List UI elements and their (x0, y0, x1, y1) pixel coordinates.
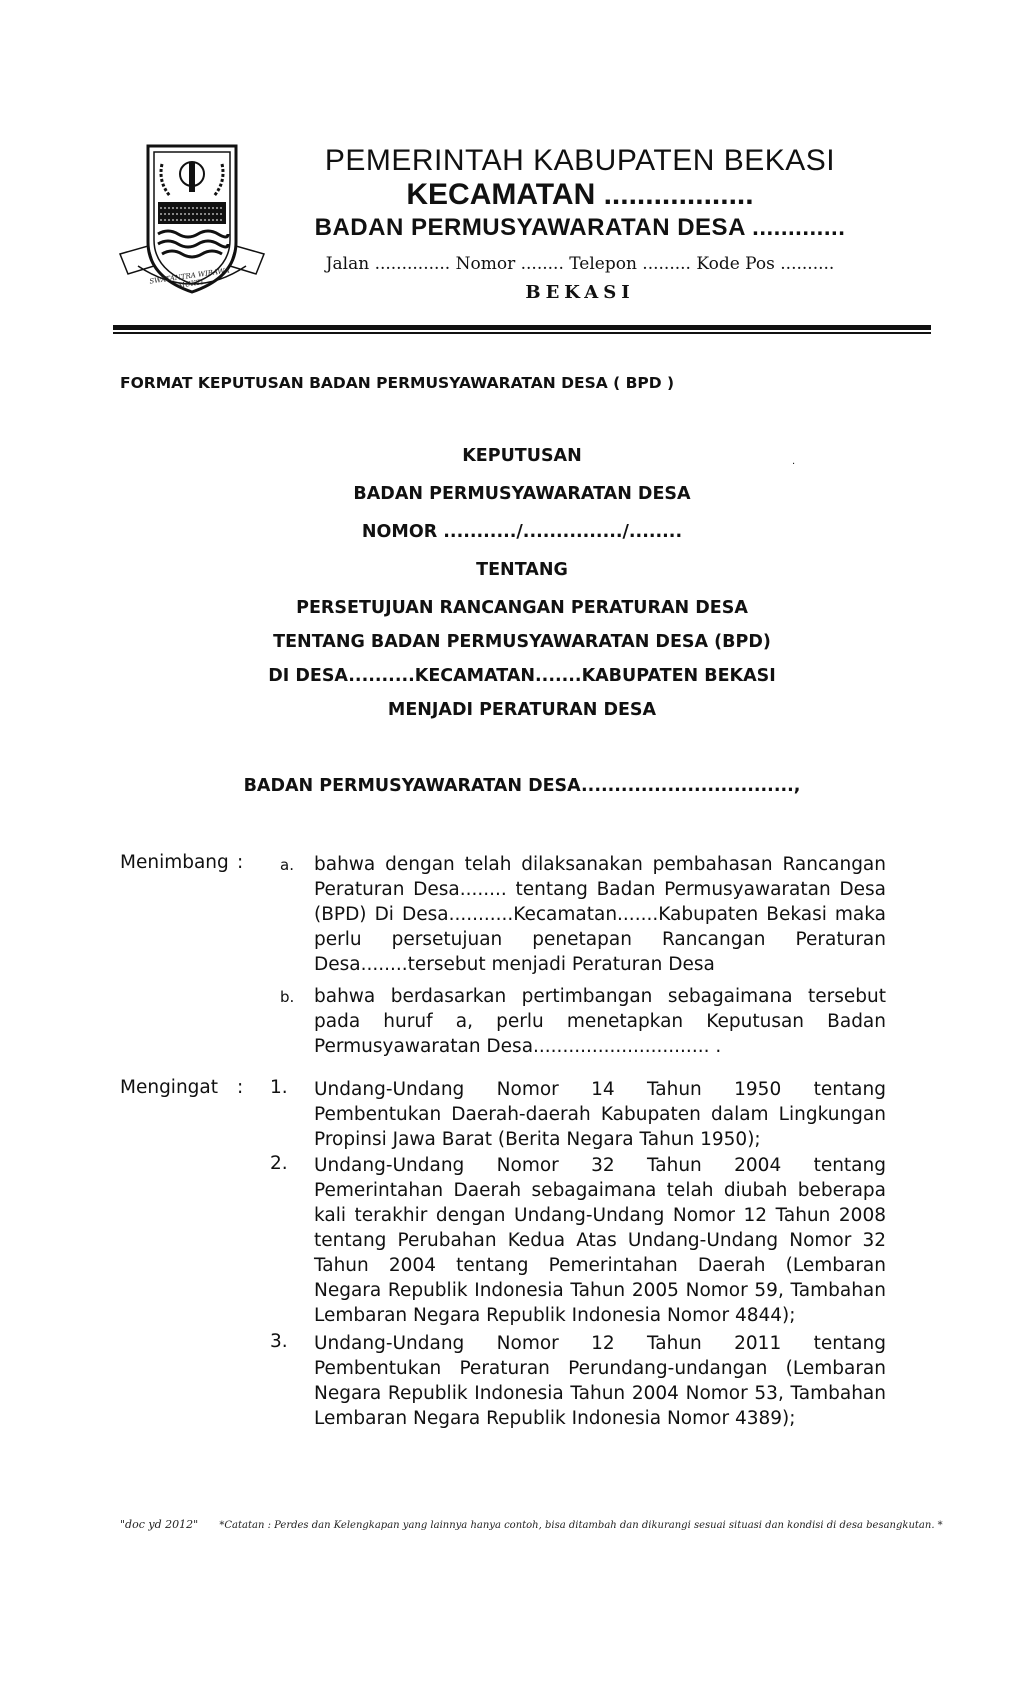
heading-body-name: BADAN PERMUSYAWARATAN DESA (353, 484, 691, 504)
heading-title-line: DI DESA..........KECAMATAN.......KABUPATEN BEKASI (268, 666, 776, 686)
letterhead-city: BEKASI (525, 282, 635, 303)
letterhead-divider-thick (113, 325, 931, 330)
item-text: Undang-Undang Nomor 32 Tahun 2004 tentang Pemerintahan Daerah sebagaimana telah diubah beberapa kali terakhir dengan Undang-Undang Nomor 12 Tahun 2008 tentang Perubahan Kedua Atas Undang-Undang Nomor 32 Tahun 2004 tentang Pemerintahan Daerah (Lembaran Negara Republik Indonesia Tahun 2005 Nomor 59, Tambahan Lembaran Negara Republik Indonesia Nomor 4844); (314, 1155, 886, 1326)
item-marker: 3. (270, 1331, 288, 1352)
heading-tentang: TENTANG (476, 560, 568, 580)
stray-dot: . (792, 456, 796, 467)
format-title: FORMAT KEPUTUSAN BADAN PERMUSYAWARATAN DESA ( BPD ) (120, 374, 675, 392)
mengingat-label: Mengingat (120, 1077, 219, 1098)
footer-disclaimer: *Catatan : Perdes dan Kelengkapan yang lainnya hanya contoh, bisa ditambah dan dikurangi sesuai situasi dan kondisi di desa besangkutan. * (219, 1520, 943, 1531)
menimbang-item (270, 852, 886, 977)
letterhead-kecamatan: KECAMATAN .................. (406, 178, 754, 211)
heading-issuer: BADAN PERMUSYAWARATAN DESA................................, (243, 776, 801, 796)
item-text: Undang-Undang Nomor 14 Tahun 1950 tentang Pembentukan Daerah-daerah Kabupaten dalam Lingkungan Propinsi Jawa Barat (Berita Negara Tahun 1950); (314, 1079, 886, 1150)
heading-title-line: TENTANG BADAN PERMUSYAWARATAN DESA (BPD) (273, 632, 771, 652)
menimbang-colon: : (237, 852, 244, 873)
heading-nomor: NOMOR .........../.............../........ (361, 522, 683, 542)
footer-note (120, 1518, 943, 1531)
mengingat-colon: : (237, 1077, 244, 1098)
heading-keputusan: KEPUTUSAN (462, 446, 582, 466)
item-marker: b. (280, 988, 295, 1006)
item-text: bahwa dengan telah dilaksanakan pembahasan Rancangan Peraturan Desa........ tentang Badan Permusyawaratan Desa (BPD) Di Desa...........Kecamatan.......Kabupaten Bekasi maka perlu persetujuan penetapan Rancangan Peraturan Desa........tersebut menjadi Peraturan Desa (314, 854, 886, 975)
letterhead-bpd: BADAN PERMUSYAWARATAN DESA ............. (314, 214, 846, 241)
item-text: bahwa berdasarkan pertimbangan sebagaimana tersebut pada huruf a, perlu menetapkan Keputusan Badan Permusyawaratan Desa.............................. . (314, 986, 886, 1057)
heading-title-line: PERSETUJUAN RANCANGAN PERATURAN DESA (296, 598, 748, 618)
mengingat-item (270, 1153, 886, 1328)
menimbang-item (270, 984, 886, 1059)
item-marker: 1. (270, 1077, 288, 1098)
heading-title-line: MENJADI PERATURAN DESA (387, 700, 657, 720)
footer-doc-tag: "doc yd 2012" (120, 1518, 199, 1531)
menimbang-label: Menimbang (120, 852, 229, 873)
letterhead-address: Jalan .............. Nomor ........ Telepon ......... Kode Pos .......... (325, 254, 835, 274)
crest-motto: SWATANTRA WIBAWA MUKTI (148, 266, 230, 290)
letterhead-divider-thin (113, 332, 931, 334)
item-text: Undang-Undang Nomor 12 Tahun 2011 tentang Pembentukan Peraturan Perundang-undangan (Lembaran Negara Republik Indonesia Tahun 2004 Nomor 53, Tambahan Lembaran Negara Republik Indonesia Nomor 4389); (314, 1333, 886, 1429)
letterhead-government: PEMERINTAH KABUPATEN BEKASI (324, 144, 836, 177)
item-marker: a. (280, 856, 294, 874)
item-marker: 2. (270, 1153, 288, 1174)
mengingat-item (270, 1077, 886, 1152)
mengingat-item (270, 1331, 886, 1431)
